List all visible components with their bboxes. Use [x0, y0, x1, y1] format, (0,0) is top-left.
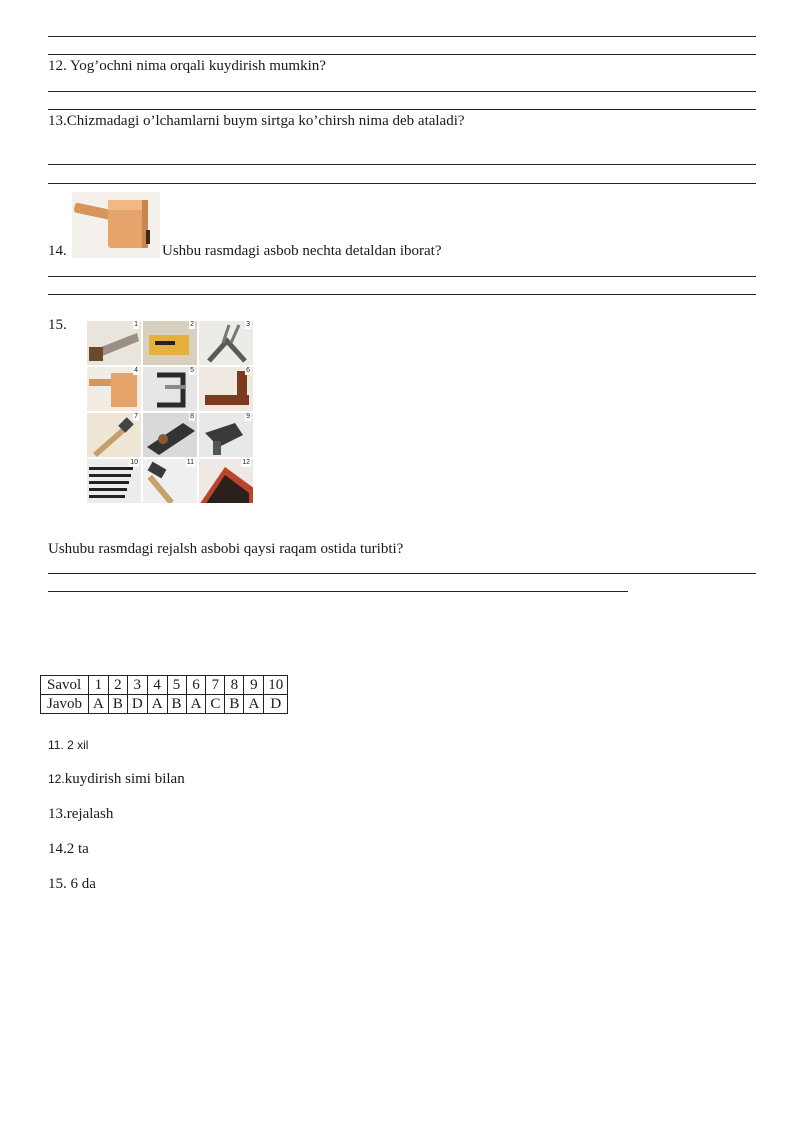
tool-number: 8	[190, 413, 194, 420]
question-number-cell: 4	[147, 676, 167, 695]
tool-grid-image	[86, 320, 254, 504]
table-row	[41, 695, 288, 714]
answer-cell: C	[206, 695, 225, 714]
tool-number: 2	[190, 321, 194, 328]
row-label-savol: Savol	[41, 676, 89, 695]
answer-line	[48, 183, 756, 184]
answer-line	[48, 164, 756, 165]
tool-number: 5	[190, 367, 194, 374]
tool-cell	[86, 320, 142, 366]
answer-line	[48, 54, 756, 55]
tool-number: 11	[186, 459, 194, 466]
mallet-image	[72, 192, 160, 258]
answer-line	[48, 91, 756, 92]
question-number-cell: 2	[108, 676, 127, 695]
question-14-text: Ushbu rasmdagi asbob nechta detaldan iborat?	[162, 243, 442, 259]
tool-cell	[142, 458, 198, 504]
answer-cell: D	[127, 695, 147, 714]
question-number-cell: 8	[225, 676, 244, 695]
question-number-cell: 9	[244, 676, 264, 695]
tool-cell	[142, 320, 198, 366]
question-number-cell: 1	[89, 676, 109, 695]
answer-cell: B	[225, 695, 244, 714]
answer-cell: A	[244, 695, 264, 714]
question-number-cell: 3	[127, 676, 147, 695]
tool-cell	[86, 366, 142, 412]
answer-13: 13.rejalash	[48, 806, 114, 822]
tool-cell	[198, 458, 254, 504]
tool-cell	[142, 412, 198, 458]
tool-cell	[86, 412, 142, 458]
answer-cell: A	[147, 695, 167, 714]
tool-cell	[198, 320, 254, 366]
tool-cell	[198, 412, 254, 458]
tool-number: 1	[134, 321, 138, 328]
tool-cell	[86, 458, 142, 504]
question-12: 12. Yog’ochni nima orqali kuydirish mumkin?	[48, 58, 326, 74]
mallet-icon	[72, 192, 160, 258]
answer-line	[48, 36, 756, 37]
question-14-number: 14.	[48, 243, 67, 259]
tool-cell	[142, 366, 198, 412]
question-15-text: Ushubu rasmdagi rejalsh asbobi qaysi raqam ostida turibti?	[48, 541, 404, 557]
tool-number: 10	[130, 459, 138, 466]
tool-number: 6	[246, 367, 250, 374]
answer-line	[48, 573, 756, 574]
answer-cell: D	[264, 695, 288, 714]
tool-number: 9	[246, 413, 250, 420]
question-number-cell: 10	[264, 676, 288, 695]
answer-cell: A	[89, 695, 109, 714]
tool-number: 4	[134, 367, 138, 374]
answer-line	[48, 276, 756, 277]
answer-cell: A	[186, 695, 206, 714]
tool-number: 7	[134, 413, 138, 420]
answer-12-number: 12.	[48, 772, 65, 786]
row-label-javob: Javob	[41, 695, 89, 714]
question-13: 13.Chizmadagi o’lchamlarni buym sirtga ko’chirsh nima deb ataladi?	[48, 113, 465, 129]
answer-14: 14.2 ta	[48, 841, 89, 857]
answer-line	[48, 294, 756, 295]
question-number-cell: 7	[206, 676, 225, 695]
answer-cell: B	[108, 695, 127, 714]
question-number-cell: 5	[167, 676, 186, 695]
tool-number: 3	[246, 321, 250, 328]
table-row	[41, 676, 288, 695]
answer-key-table	[40, 675, 288, 714]
answer-line	[48, 591, 628, 592]
tool-cell	[198, 366, 254, 412]
answer-12	[48, 771, 185, 788]
answer-15: 15. 6 da	[48, 876, 96, 892]
answer-12-text: kuydirish simi bilan	[64, 771, 185, 787]
answer-cell: B	[167, 695, 186, 714]
question-number-cell: 6	[186, 676, 206, 695]
question-15-number: 15.	[48, 317, 67, 333]
answer-11: 11. 2 xil	[48, 738, 89, 752]
tool-number: 12	[242, 459, 250, 466]
answer-line	[48, 109, 756, 110]
